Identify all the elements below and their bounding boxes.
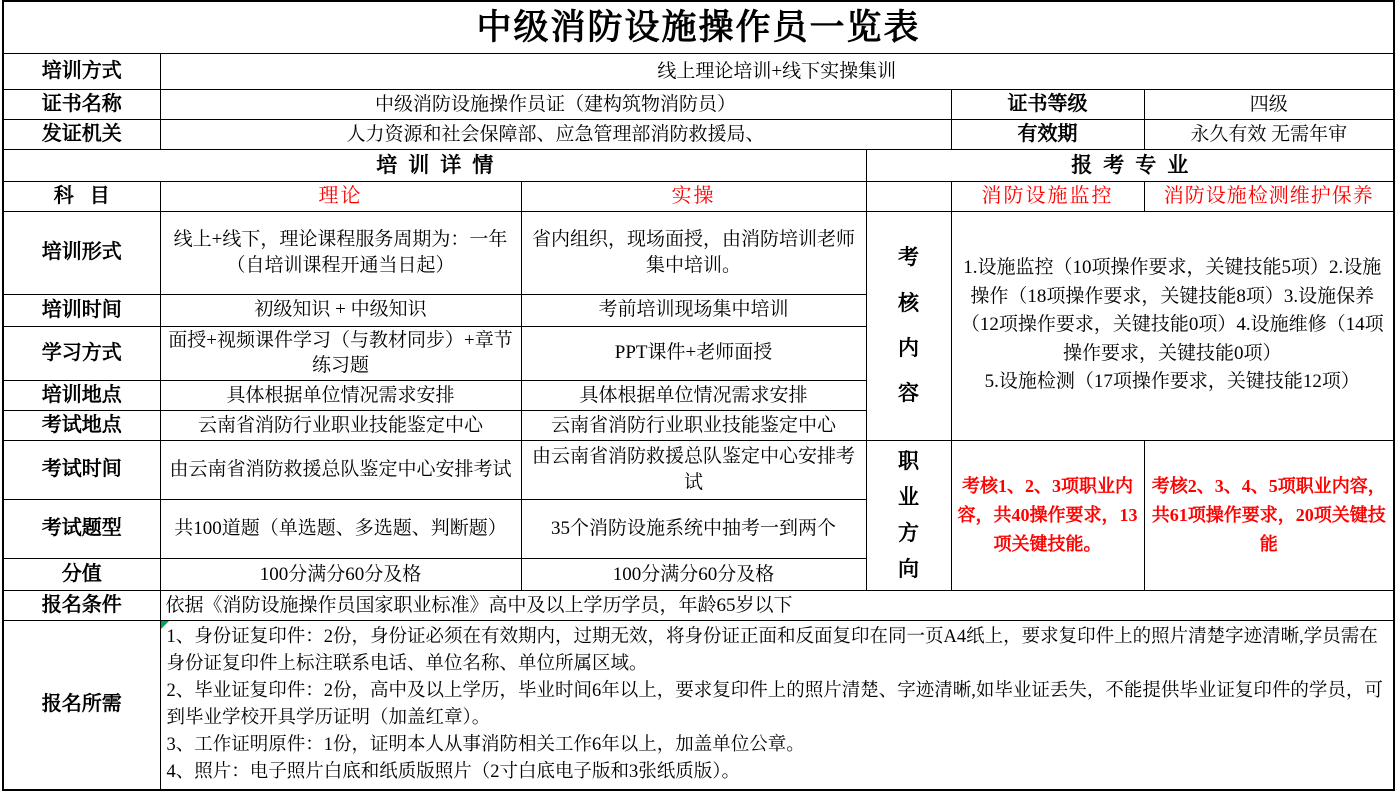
certificate-name-value: 中级消防设施操作员证（建构筑物消防员） bbox=[160, 90, 951, 120]
table-row bbox=[3, 440, 1394, 499]
registration-condition-value: 依据《消防设施操作员国家职业标准》高中及以上学历学员，年龄65岁以下 bbox=[160, 590, 1394, 620]
list-item: 1、身份证复印件：2份，身份证必须在有效期内，过期无效，将身份证正面和反面复印在同一页A4纸上，要求复印件上的照片清楚字迹清晰,学员需在身份证复印件上标注联系电话、单位名称、单位所属区域。 bbox=[166, 626, 1378, 674]
validity-label: 有效期 bbox=[951, 120, 1144, 150]
subject-major-monitor: 消防设施监控 bbox=[951, 181, 1144, 211]
training-location-theory: 具体根据单位情况需求安排 bbox=[160, 380, 521, 410]
issuing-authority-value: 人力资源和社会保障部、应急管理部消防救援局、 bbox=[160, 120, 951, 150]
page-title: 中级消防设施操作员一览表 bbox=[3, 1, 1394, 54]
list-item: 4、照片：电子照片白底和纸质版照片（2寸白底电子版和3张纸质版）。 bbox=[166, 761, 741, 782]
career-direction-label-text: 职业方向 bbox=[898, 449, 919, 582]
training-location-label: 培训地点 bbox=[3, 380, 160, 410]
training-method-label: 培训方式 bbox=[3, 54, 160, 90]
score-label: 分值 bbox=[3, 558, 160, 590]
validity-value: 永久有效 无需年审 bbox=[1144, 120, 1394, 150]
subject-practical: 实操 bbox=[521, 181, 866, 211]
study-method-label: 学习方式 bbox=[3, 326, 160, 380]
table-row bbox=[3, 590, 1394, 620]
exam-location-practical: 云南省消防行业职业技能鉴定中心 bbox=[521, 410, 866, 440]
certificate-name-label: 证书名称 bbox=[3, 90, 160, 120]
certificate-grade-label: 证书等级 bbox=[951, 90, 1144, 120]
registration-condition-label: 报名条件 bbox=[3, 590, 160, 620]
training-form-theory: 线上+线下，理论课程服务周期为：一年（自培训课程开通当日起） bbox=[160, 211, 521, 294]
exam-location-label: 考试地点 bbox=[3, 410, 160, 440]
exam-time-label: 考试时间 bbox=[3, 440, 160, 499]
exam-time-theory: 由云南省消防救援总队鉴定中心安排考试 bbox=[160, 440, 521, 499]
exam-question-type-practical: 35个消防设施系统中抽考一到两个 bbox=[521, 499, 866, 558]
assessment-content-label-text: 考核内容 bbox=[898, 245, 919, 405]
table-row bbox=[3, 90, 1394, 120]
registration-required-label: 报名所需 bbox=[3, 620, 160, 790]
title-row bbox=[3, 1, 1394, 54]
training-form-label: 培训形式 bbox=[3, 211, 160, 294]
cell-corner-marker-icon bbox=[161, 621, 169, 629]
issuing-authority-label: 发证机关 bbox=[3, 120, 160, 150]
assessment-content-line2: 5.设施检测（17项操作要求，关键技能12项） bbox=[984, 371, 1360, 393]
score-practical: 100分满分60分及格 bbox=[521, 558, 866, 590]
exam-time-practical: 由云南省消防救援总队鉴定中心安排考试 bbox=[521, 440, 866, 499]
training-time-practical: 考前培训现场集中培训 bbox=[521, 294, 866, 326]
training-time-theory: 初级知识 + 中级知识 bbox=[160, 294, 521, 326]
study-method-practical: PPT课件+老师面授 bbox=[521, 326, 866, 380]
exam-question-type-theory: 共100道题（单选题、多选题、判断题） bbox=[160, 499, 521, 558]
study-method-theory: 面授+视频课件学习（与教材同步）+章节练习题 bbox=[160, 326, 521, 380]
subject-major-maintain: 消防设施检测维护保养 bbox=[1144, 181, 1394, 211]
section-exam-majors: 报考专业 bbox=[866, 150, 1394, 181]
subject-row bbox=[3, 181, 1394, 211]
training-method-value: 线上理论培训+线下实操集训 bbox=[160, 54, 1394, 90]
career-direction-monitor: 考核1、2、3项职业内容，共40操作要求，13项关键技能。 bbox=[951, 440, 1144, 590]
training-form-practical: 省内组织，现场面授，由消防培训老师集中培训。 bbox=[521, 211, 866, 294]
subject-label: 科目 bbox=[3, 181, 160, 211]
table-row bbox=[3, 120, 1394, 150]
certificate-grade-value: 四级 bbox=[1144, 90, 1394, 120]
subject-theory: 理论 bbox=[160, 181, 521, 211]
section-header-row bbox=[3, 150, 1394, 181]
section-training-details: 培训详情 bbox=[3, 150, 866, 181]
assessment-content-value bbox=[951, 211, 1394, 440]
career-direction-label bbox=[866, 440, 951, 590]
assessment-content-label bbox=[866, 211, 951, 440]
list-item: 3、工作证明原件：1份，证明本人从事消防相关工作6年以上，加盖单位公章。 bbox=[166, 734, 805, 755]
exam-question-type-label: 考试题型 bbox=[3, 499, 160, 558]
subject-spacer-cell bbox=[866, 181, 951, 211]
table-row bbox=[3, 620, 1394, 790]
assessment-content-line1: 1.设施监控（10项操作要求，关键技能5项）2.设施操作（18项操作要求，关键技能8项）3.设施保养（12项操作要求，关键技能0项）4.设施维修（14项操作要求，关键技能0项） bbox=[960, 257, 1384, 364]
score-theory: 100分满分60分及格 bbox=[160, 558, 521, 590]
exam-location-theory: 云南省消防行业职业技能鉴定中心 bbox=[160, 410, 521, 440]
table-row bbox=[3, 54, 1394, 90]
list-item: 2、毕业证复印件：2份，高中及以上学历，毕业时间6年以上，要求复印件上的照片清楚、字迹清晰,如毕业证丢失，不能提供毕业证复印件的学员，可到毕业学校开具学历证明（加盖红章）。 bbox=[166, 680, 1383, 728]
training-location-practical: 具体根据单位情况需求安排 bbox=[521, 380, 866, 410]
overview-table bbox=[2, 0, 1395, 791]
training-time-label: 培训时间 bbox=[3, 294, 160, 326]
career-direction-maintain: 考核2、3、4、5项职业内容，共61项操作要求，20项关键技能 bbox=[1144, 440, 1394, 590]
table-row bbox=[3, 211, 1394, 294]
registration-required-value bbox=[160, 620, 1394, 790]
